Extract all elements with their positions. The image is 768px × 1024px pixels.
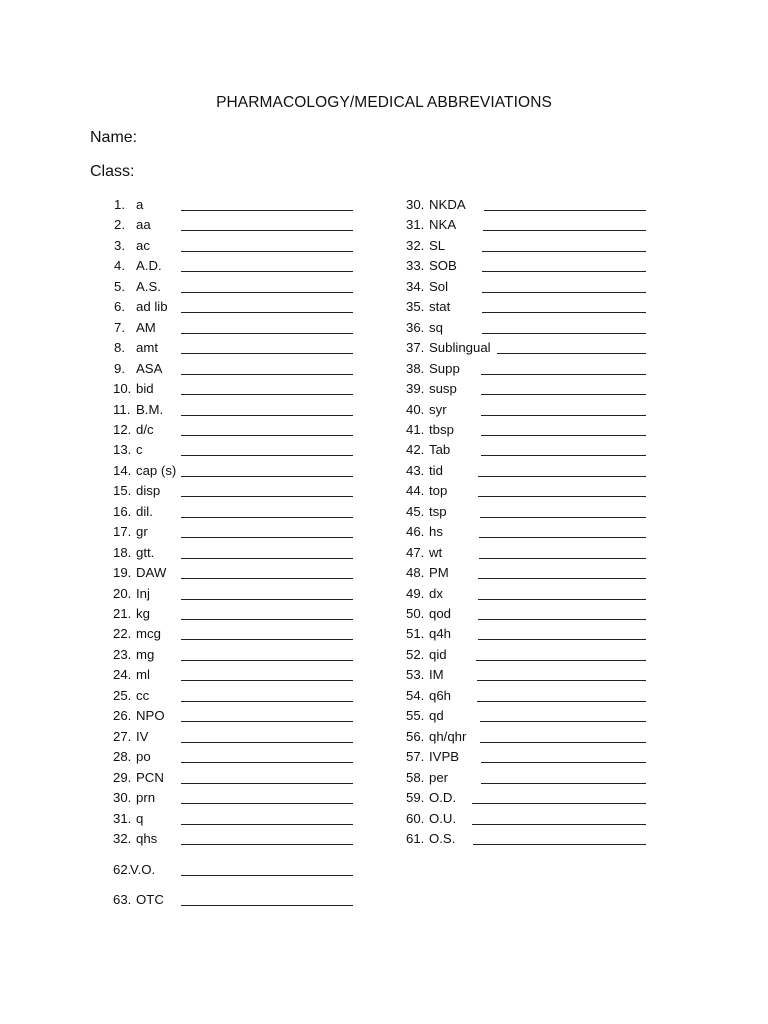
answer-blank-line[interactable] (472, 824, 646, 825)
abbreviation-term: a (136, 197, 144, 212)
abbreviation-item (113, 706, 357, 726)
abbreviation-term: amt (136, 340, 158, 356)
abbreviation-item (406, 379, 650, 399)
answer-blank-line[interactable] (181, 558, 353, 559)
abbreviation-item (406, 686, 650, 706)
item-number: 55. (406, 708, 425, 724)
abbreviation-term: syr (429, 401, 447, 417)
answer-blank-line[interactable] (478, 476, 646, 477)
abbreviation-item (406, 359, 650, 379)
item-number: 38. (406, 360, 425, 376)
item-number: 59. (406, 790, 425, 806)
answer-blank-line[interactable] (181, 783, 353, 784)
item-number: 29. (113, 769, 132, 785)
abbreviation-item (406, 768, 650, 788)
answer-blank-line[interactable] (181, 271, 353, 272)
abbreviation-item (406, 318, 650, 338)
item-number: 13. (113, 442, 132, 458)
abbreviation-item (113, 727, 357, 747)
worksheet-title: PHARMACOLOGY/MEDICAL ABBREVIATIONS (216, 94, 552, 111)
answer-blank-line[interactable] (181, 905, 353, 906)
answer-blank-line[interactable] (181, 517, 353, 518)
abbreviation-item (113, 420, 357, 440)
answer-blank-line[interactable] (181, 455, 353, 456)
abbreviation-item (114, 277, 357, 297)
abbreviation-item (113, 543, 357, 563)
answer-blank-line[interactable] (181, 844, 353, 845)
abbreviation-term: A.D. (136, 258, 162, 274)
abbreviation-item (406, 563, 650, 583)
abbreviation-term: disp (136, 483, 161, 499)
answer-blank-line[interactable] (181, 415, 353, 416)
abbreviation-term: susp (429, 381, 457, 397)
item-number: 36. (406, 319, 425, 335)
answer-blank-line[interactable] (479, 537, 646, 538)
abbreviation-item (113, 788, 357, 808)
abbreviation-term: kg (136, 606, 150, 621)
abbreviation-term: qd (429, 708, 444, 724)
answer-blank-line[interactable] (481, 415, 646, 416)
abbreviation-item (406, 706, 650, 726)
abbreviation-item (406, 256, 650, 276)
abbreviation-term: hs (429, 524, 443, 540)
abbreviation-item (113, 665, 357, 685)
item-number: 50. (406, 606, 425, 621)
item-number: 24. (113, 667, 132, 683)
abbreviation-term: stat (429, 299, 451, 315)
abbreviation-item (406, 645, 650, 665)
answer-blank-line[interactable] (181, 394, 353, 395)
abbreviation-item (406, 665, 650, 685)
abbreviation-item (113, 481, 357, 501)
abbreviation-item (113, 400, 357, 420)
item-number: 34. (406, 278, 425, 294)
abbreviation-term: mg (136, 646, 155, 662)
abbreviation-term: per (429, 769, 449, 785)
abbreviation-term: IVPB (429, 749, 460, 765)
abbreviation-item (113, 522, 357, 542)
item-number: 33. (406, 258, 425, 274)
item-number: 53. (406, 667, 425, 683)
abbreviation-term: ac (136, 237, 150, 253)
answer-blank-line[interactable] (478, 496, 646, 497)
abbreviation-item (113, 890, 357, 910)
answer-blank-line[interactable] (478, 578, 646, 579)
item-number: 31. (113, 810, 132, 826)
item-number: 4. (114, 258, 125, 274)
abbreviation-item (113, 829, 357, 849)
abbreviation-term: prn (136, 790, 156, 806)
abbreviation-item (114, 297, 357, 317)
abbreviation-term: sq (429, 319, 443, 335)
abbreviation-item (406, 297, 650, 317)
item-number: 1. (114, 197, 125, 212)
answer-blank-line[interactable] (473, 844, 646, 845)
answer-blank-line[interactable] (479, 558, 646, 559)
answer-blank-line[interactable] (481, 435, 646, 436)
abbreviation-term: bid (136, 381, 154, 397)
item-number: 63. (113, 892, 132, 907)
abbreviation-term: q (136, 810, 144, 826)
answer-blank-line[interactable] (481, 455, 646, 456)
abbreviation-item (114, 215, 357, 235)
abbreviation-term: qhs (136, 830, 158, 846)
item-number: 48. (406, 565, 425, 581)
item-number: 58. (406, 769, 425, 785)
answer-blank-line[interactable] (181, 476, 353, 477)
abbreviation-term: O.U. (429, 810, 457, 826)
answer-blank-line[interactable] (497, 353, 646, 354)
abbreviation-item (406, 829, 650, 849)
abbreviation-item (114, 236, 357, 256)
abbreviation-item (113, 461, 357, 481)
abbreviation-item (406, 543, 650, 563)
answer-blank-line[interactable] (181, 803, 353, 804)
item-number: 43. (406, 462, 425, 478)
abbreviation-item (113, 768, 357, 788)
item-number: 42. (406, 442, 425, 458)
abbreviation-term: B.M. (136, 401, 164, 417)
answer-blank-line[interactable] (480, 721, 646, 722)
item-number: 54. (406, 687, 425, 703)
abbreviation-term: Tab (429, 442, 451, 458)
abbreviation-term: O.S. (429, 830, 456, 846)
item-number: 44. (406, 483, 425, 499)
item-number: 7. (114, 319, 125, 335)
abbreviation-item (406, 400, 650, 420)
abbreviation-term: AM (136, 319, 156, 335)
answer-blank-line[interactable] (181, 537, 353, 538)
answer-blank-line[interactable] (480, 517, 646, 518)
answer-blank-line[interactable] (482, 333, 646, 334)
item-number: 3. (114, 237, 125, 253)
abbreviation-term: Supp (429, 360, 460, 376)
item-number: 60. (406, 810, 425, 826)
abbreviation-term: PM (429, 565, 449, 581)
answer-blank-line[interactable] (482, 251, 646, 252)
item-number: 46. (406, 524, 425, 540)
answer-blank-line[interactable] (472, 803, 646, 804)
abbreviation-term: tsp (429, 503, 447, 519)
abbreviation-term: A.S. (136, 278, 161, 294)
abbreviation-term: q6h (429, 687, 452, 703)
item-number: 22. (113, 626, 132, 642)
abbreviation-item (113, 860, 357, 880)
item-number: 8. (114, 340, 125, 356)
item-number: 20. (113, 585, 132, 601)
abbreviation-item (113, 809, 357, 829)
abbreviation-term: OTC (136, 892, 164, 907)
abbreviation-item (406, 236, 650, 256)
item-number: 45. (406, 503, 425, 519)
abbreviation-term: IM (429, 667, 444, 683)
item-number: 23. (113, 646, 132, 662)
abbreviation-term: qid (429, 646, 447, 662)
abbreviation-item (114, 195, 357, 215)
abbreviation-term: qh/qhr (429, 728, 467, 744)
item-number: 41. (406, 421, 425, 437)
abbreviation-term: gr (136, 524, 148, 540)
answer-blank-line[interactable] (482, 271, 646, 272)
item-number: 14. (113, 462, 132, 478)
item-number: 56. (406, 728, 425, 744)
item-number: 30. (113, 790, 132, 806)
item-number: 57. (406, 749, 425, 765)
abbreviation-term: PCN (136, 769, 164, 785)
abbreviation-item (406, 788, 650, 808)
item-number: 62. (113, 862, 132, 877)
abbreviation-item (406, 215, 650, 235)
abbreviation-term: Sol (429, 278, 449, 294)
answer-blank-line[interactable] (480, 742, 646, 743)
abbreviation-term: NKDA (429, 197, 466, 212)
answer-blank-line[interactable] (181, 312, 353, 313)
abbreviation-item (406, 584, 650, 604)
answer-blank-line[interactable] (181, 742, 353, 743)
item-number: 30. (406, 197, 425, 212)
item-number: 11. (113, 401, 131, 417)
answer-blank-line[interactable] (476, 660, 646, 661)
answer-blank-line[interactable] (181, 680, 353, 681)
abbreviation-term: SL (429, 237, 446, 253)
abbreviation-term: q4h (429, 626, 452, 642)
item-number: 31. (406, 217, 425, 233)
answer-blank-line[interactable] (482, 312, 646, 313)
abbreviation-term: ml (136, 667, 150, 683)
abbreviation-term: gtt. (136, 544, 155, 560)
answer-blank-line[interactable] (181, 435, 353, 436)
answer-blank-line[interactable] (181, 210, 353, 211)
answer-blank-line[interactable] (181, 701, 353, 702)
item-number: 37. (406, 340, 425, 356)
abbreviation-item (406, 747, 650, 767)
abbreviation-term: O.D. (429, 790, 457, 806)
abbreviation-term: qod (429, 606, 452, 621)
answer-blank-line[interactable] (478, 599, 646, 600)
abbreviation-item (114, 359, 357, 379)
item-number: 12. (113, 421, 132, 437)
abbreviation-term: Sublingual (429, 340, 491, 356)
answer-blank-line[interactable] (478, 639, 646, 640)
abbreviation-item (113, 440, 357, 460)
item-number: 52. (406, 646, 425, 662)
item-number: 5. (114, 278, 125, 294)
abbreviation-term: cap (s) (136, 462, 177, 478)
abbreviation-term: Inj (136, 585, 150, 601)
item-number: 26. (113, 708, 132, 724)
abbreviation-item (113, 604, 357, 624)
answer-blank-line[interactable] (181, 639, 353, 640)
abbreviation-term: NPO (136, 708, 165, 724)
abbreviation-term: cc (136, 687, 150, 703)
abbreviation-item (406, 481, 650, 501)
answer-blank-line[interactable] (481, 762, 646, 763)
answer-blank-line[interactable] (181, 292, 353, 293)
abbreviation-term: IV (136, 728, 149, 744)
abbreviation-term: DAW (136, 565, 167, 581)
abbreviation-term: mcg (136, 626, 161, 642)
abbreviation-term: V.O. (130, 862, 156, 877)
abbreviation-item (114, 338, 357, 358)
answer-blank-line[interactable] (181, 251, 353, 252)
abbreviation-term: c (136, 442, 143, 458)
answer-blank-line[interactable] (181, 496, 353, 497)
answer-blank-line[interactable] (181, 599, 353, 600)
answer-blank-line[interactable] (181, 374, 353, 375)
answer-blank-line[interactable] (481, 394, 646, 395)
abbreviation-term: tbsp (429, 421, 454, 437)
answer-blank-line[interactable] (181, 353, 353, 354)
answer-blank-line[interactable] (181, 762, 353, 763)
name-label: Name: (90, 129, 138, 146)
item-number: 61. (406, 830, 425, 846)
abbreviation-item (406, 277, 650, 297)
abbreviation-item (114, 256, 357, 276)
abbreviation-term: wt (429, 544, 443, 560)
abbreviation-term: aa (136, 217, 151, 233)
abbreviation-item (406, 461, 650, 481)
item-number: 18. (113, 544, 132, 560)
abbreviation-item (114, 318, 357, 338)
item-number: 17. (113, 524, 132, 540)
answer-blank-line[interactable] (477, 680, 646, 681)
item-number: 39. (406, 381, 425, 397)
item-number: 35. (406, 299, 425, 315)
answer-blank-line[interactable] (181, 619, 353, 620)
abbreviation-term: ad lib (136, 299, 168, 315)
answer-blank-line[interactable] (181, 875, 353, 876)
item-number: 32. (406, 237, 425, 253)
abbreviation-item (406, 195, 650, 215)
abbreviation-item (406, 502, 650, 522)
item-number: 16. (113, 503, 132, 519)
abbreviation-item (113, 747, 357, 767)
answer-blank-line[interactable] (181, 578, 353, 579)
answer-blank-line[interactable] (181, 824, 353, 825)
answer-blank-line[interactable] (181, 660, 353, 661)
item-number: 47. (406, 544, 425, 560)
abbreviation-term: ASA (136, 360, 163, 376)
answer-blank-line[interactable] (181, 230, 353, 231)
abbreviation-term: top (429, 483, 448, 499)
answer-blank-line[interactable] (478, 619, 646, 620)
abbreviation-item (406, 440, 650, 460)
abbreviation-item (113, 624, 357, 644)
abbreviation-item (406, 624, 650, 644)
item-number: 21. (113, 606, 132, 621)
abbreviation-item (113, 645, 357, 665)
item-number: 49. (406, 585, 425, 601)
answer-blank-line[interactable] (481, 783, 646, 784)
answer-blank-line[interactable] (483, 230, 646, 231)
answer-blank-line[interactable] (477, 701, 646, 702)
abbreviation-item (406, 338, 650, 358)
abbreviation-term: dil. (136, 503, 153, 519)
item-number: 51. (406, 626, 425, 642)
answer-blank-line[interactable] (481, 374, 646, 375)
abbreviation-item (113, 379, 357, 399)
abbreviation-item (406, 420, 650, 440)
item-number: 6. (114, 299, 125, 315)
abbreviation-term: po (136, 749, 151, 765)
abbreviation-item (406, 522, 650, 542)
class-label: Class: (90, 163, 135, 180)
abbreviation-term: dx (429, 585, 443, 601)
abbreviation-item (113, 686, 357, 706)
abbreviation-item (406, 809, 650, 829)
abbreviation-item (113, 502, 357, 522)
item-number: 2. (114, 217, 125, 233)
abbreviation-term: d/c (136, 421, 154, 437)
item-number: 28. (113, 749, 132, 765)
abbreviation-item (406, 727, 650, 747)
item-number: 19. (113, 565, 132, 581)
abbreviation-term: SOB (429, 258, 457, 274)
abbreviation-term: tid (429, 462, 443, 478)
item-number: 32. (113, 830, 132, 846)
answer-blank-line[interactable] (482, 292, 646, 293)
item-number: 25. (113, 687, 132, 703)
abbreviation-term: NKA (429, 217, 457, 233)
item-number: 10. (113, 381, 132, 397)
item-number: 40. (406, 401, 425, 417)
item-number: 27. (113, 728, 132, 744)
answer-blank-line[interactable] (181, 333, 353, 334)
abbreviation-item (113, 584, 357, 604)
abbreviation-item (113, 563, 357, 583)
item-number: 15. (113, 483, 132, 499)
answer-blank-line[interactable] (484, 210, 646, 211)
item-number: 9. (114, 360, 125, 376)
answer-blank-line[interactable] (181, 721, 353, 722)
abbreviation-item (406, 604, 650, 624)
